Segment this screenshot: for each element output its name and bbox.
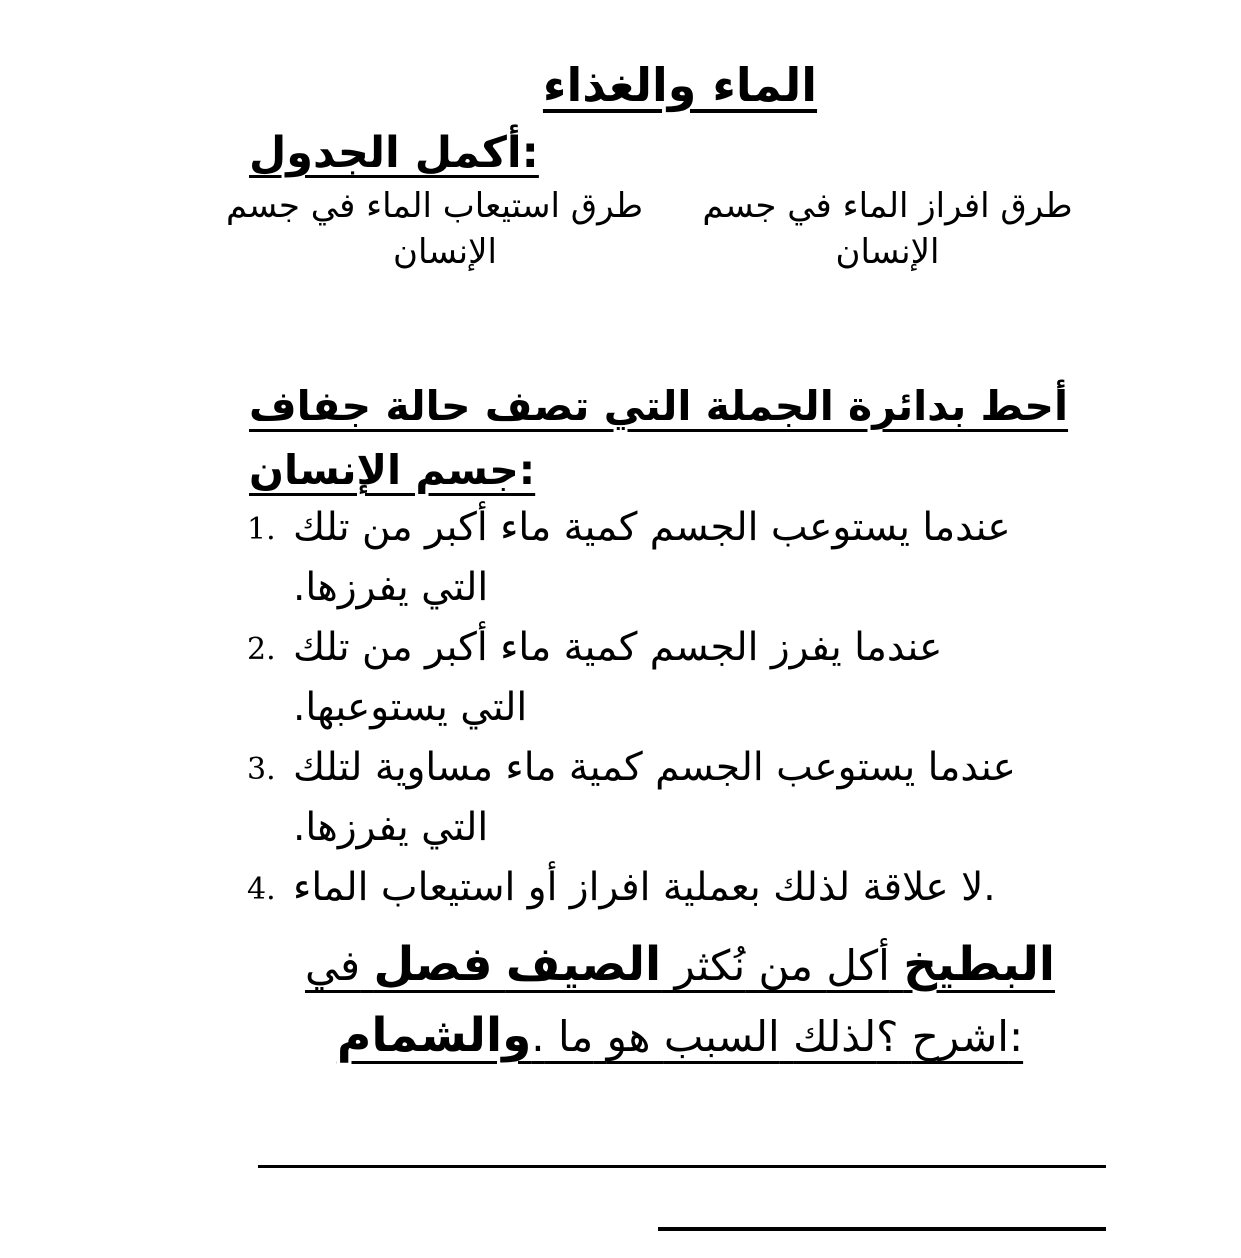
item-text-line: عندما يفرز الجسم كمية ماء أكبر من تلك [293, 625, 943, 670]
item-text [293, 498, 1127, 618]
answer-blank-line [258, 1165, 1106, 1168]
table-column-header-secretion [660, 183, 1115, 275]
essay-question-line [247, 1001, 1113, 1072]
column-header-line: طرق افراز الماء في جسم [702, 186, 1073, 226]
essay-word: من [758, 941, 813, 990]
item-text-line: التي يفرزها. [293, 565, 489, 610]
table-section-heading: :أكمل الجدول [249, 128, 539, 178]
list-item-2 [247, 618, 1127, 738]
essay-word: . [531, 1012, 545, 1061]
essay-word: أكل [826, 941, 890, 990]
item-text-line: .لا علاقة لذلك بعملية افراز أو استيعاب الماء [293, 865, 996, 910]
circle-instruction [249, 374, 1115, 502]
list-item-3 [247, 738, 1127, 858]
table-column-header-absorption [225, 183, 643, 275]
essay-word: الصيف [505, 937, 662, 992]
answer-blank-line [658, 1227, 1106, 1231]
item-text-line: التي يفرزها. [293, 805, 489, 850]
list-item-1 [247, 498, 1127, 618]
essay-word: في [304, 941, 361, 990]
page-title: الماء والغذاء [542, 58, 818, 112]
circle-instruction-line: أحط بدائرة الجملة التي تصف حالة جفاف [249, 382, 1069, 430]
item-number: 1. [247, 512, 276, 547]
essay-word: فصل [373, 937, 493, 992]
item-text [293, 618, 1127, 738]
essay-question-line [247, 930, 1113, 1001]
essay-question [247, 930, 1113, 1072]
list-item-4 [247, 858, 1127, 918]
essay-word: والشمام [336, 1008, 532, 1063]
essay-word: السبب [663, 1012, 780, 1061]
item-text-line: التي يستوعبها. [293, 685, 528, 730]
essay-word: : [1008, 1012, 1024, 1061]
item-number: 3. [247, 752, 276, 787]
item-text-line: عندما يستوعب الجسم كمية ماء مساوية لتلك [293, 745, 1016, 790]
column-header-line: طرق استيعاب الماء في جسم [225, 186, 643, 226]
essay-word: اشرح [911, 1012, 1009, 1061]
circle-instruction-line: :جسم الإنسان [249, 446, 536, 494]
column-header-line: الإنسان [393, 232, 497, 272]
item-number: 4. [247, 872, 276, 907]
essay-word: هو [606, 1012, 651, 1061]
essay-word: ؟ [876, 1012, 899, 1061]
essay-word: نُكثر [674, 941, 746, 990]
answer-options-list [247, 498, 1127, 918]
essay-word: ما [558, 1012, 594, 1061]
item-text [293, 738, 1127, 858]
essay-word: لذلك [793, 1012, 877, 1061]
item-text [293, 858, 1127, 918]
essay-word: البطيخ [903, 937, 1055, 992]
item-number: 2. [247, 632, 276, 667]
item-text-line: عندما يستوعب الجسم كمية ماء أكبر من تلك [293, 505, 1011, 550]
column-header-line: الإنسان [835, 232, 940, 272]
